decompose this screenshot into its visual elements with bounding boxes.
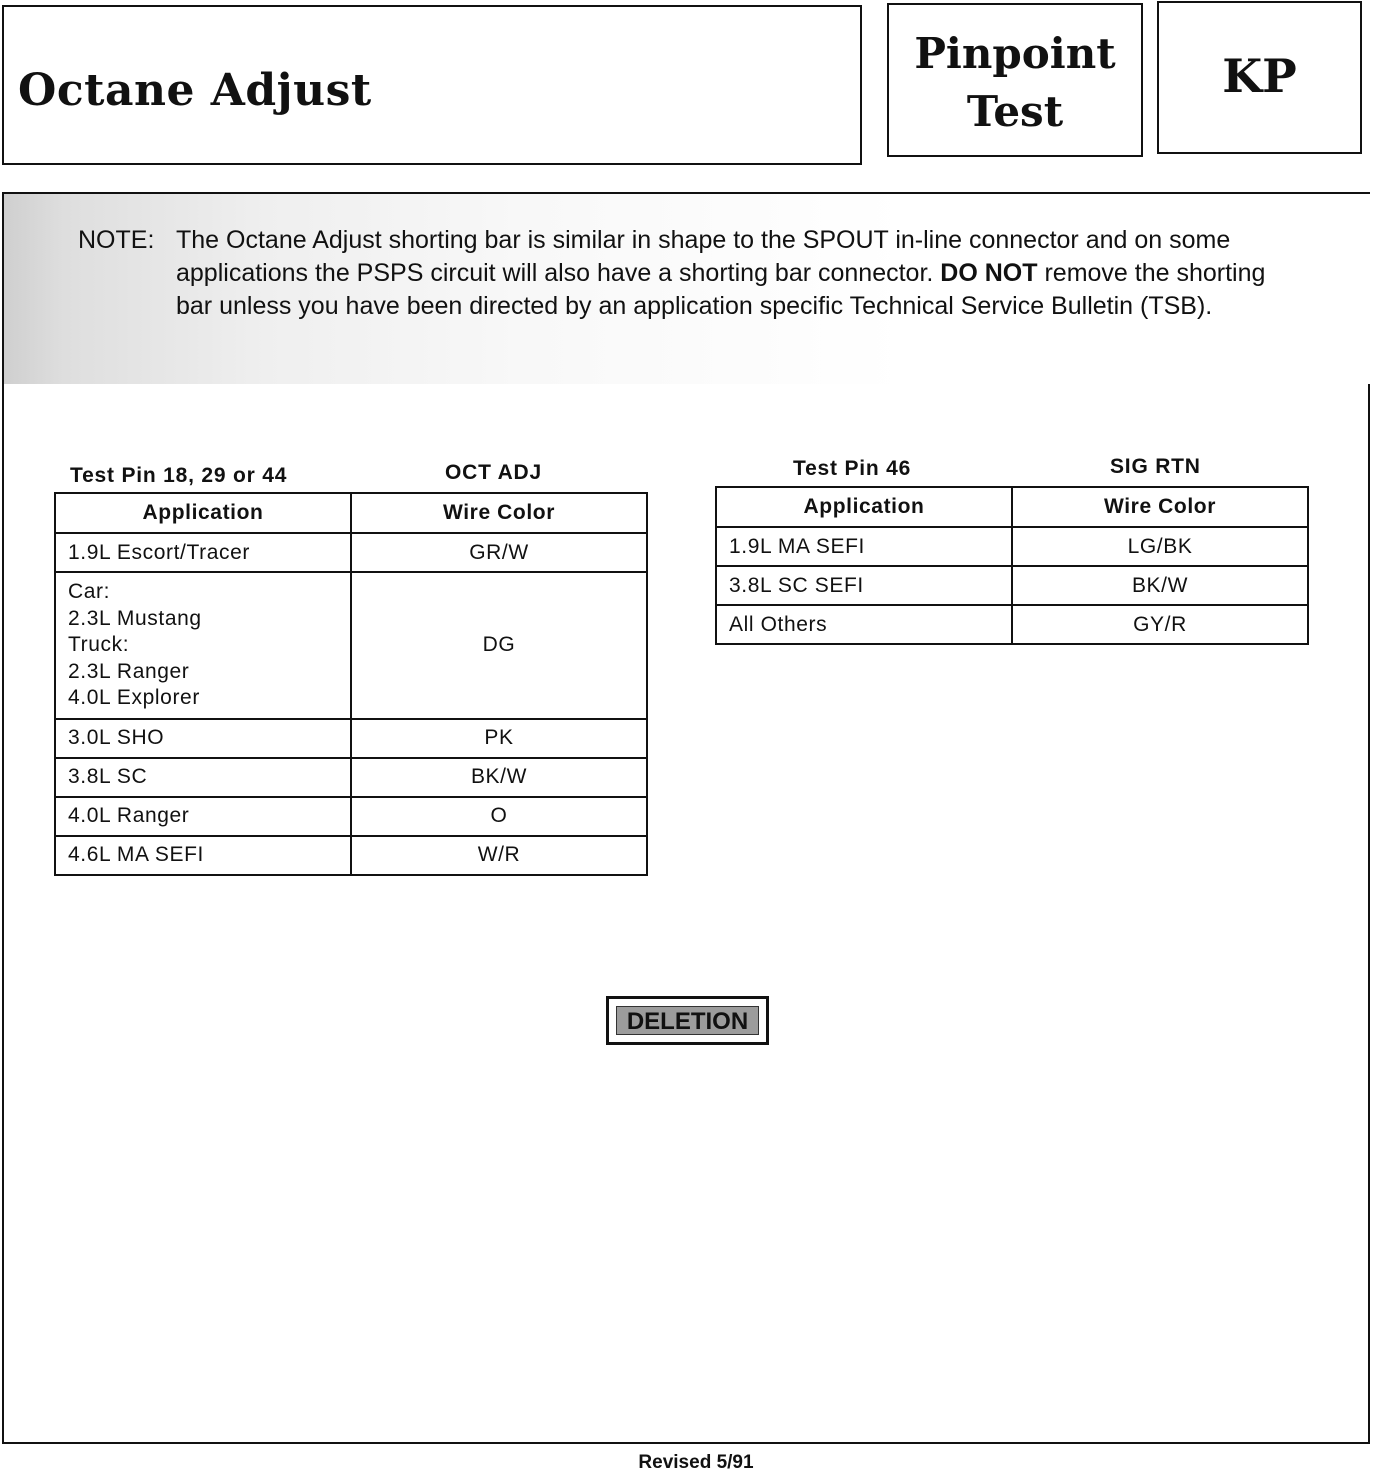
table2-app-cell: 1.9L MA SEFI: [716, 527, 1012, 566]
deletion-stamp: [606, 996, 769, 1045]
note-text: [176, 224, 1308, 323]
table-row: [55, 572, 647, 719]
table1-app-cell: Car: 2.3L Mustang Truck: 2.3L Ranger 4.0L Explorer: [55, 572, 351, 719]
table-row: [55, 797, 647, 836]
table1-header-wire-color: Wire Color: [351, 493, 647, 533]
table1-header-application: Application: [55, 493, 351, 533]
table2-header-wire-color: Wire Color: [1012, 487, 1308, 527]
table2-color-cell: BK/W: [1012, 566, 1308, 605]
revision-footer: Revised 5/91: [638, 1452, 754, 1473]
test-code: KP: [1222, 49, 1297, 103]
title-box: [2, 5, 862, 165]
note-block: [78, 224, 1308, 323]
note-label: NOTE:: [78, 226, 155, 254]
table1-wire-colors: [54, 492, 648, 876]
table1-app-cell: 3.8L SC: [55, 758, 351, 797]
note-do-not: DO NOT: [940, 259, 1038, 287]
note-text-part-1: The Octane Adjust shorting bar is similar in shape to the SPOUT in-line connector and on some applications the PSPS circuit will also have a shorting bar connector.: [176, 226, 1231, 287]
table1-color-cell: GR/W: [351, 533, 647, 572]
table1-color-cell: PK: [351, 719, 647, 758]
table1-app-cell: 1.9L Escort/Tracer: [55, 533, 351, 572]
table-header-row: [55, 493, 647, 533]
table1-color-cell: BK/W: [351, 758, 647, 797]
table-row: [55, 719, 647, 758]
page-title: Octane Adjust: [18, 65, 372, 116]
table1-color-cell: W/R: [351, 836, 647, 875]
test-type-label: Pinpoint Test: [914, 29, 1116, 136]
table-row: [55, 533, 647, 572]
table2-color-cell: LG/BK: [1012, 527, 1308, 566]
table2-circuit: SIG RTN: [1110, 455, 1201, 478]
deletion-label: DELETION: [616, 1006, 759, 1035]
table-row: [55, 836, 647, 875]
table2-wire-colors: [715, 486, 1309, 645]
table1-pin-label: Test Pin 18, 29 or 44: [70, 464, 288, 487]
table1-app-cell: 4.6L MA SEFI: [55, 836, 351, 875]
table1-circuit: OCT ADJ: [445, 461, 542, 484]
table-row: [716, 527, 1308, 566]
table-row: [716, 605, 1308, 644]
note-text-part-2: remove the shorting bar unless you have been directed by an application specific Technical Service Bulletin (TSB).: [176, 259, 1266, 320]
test-type-box: [887, 3, 1143, 157]
table2-app-cell: All Others: [716, 605, 1012, 644]
table1-color-cell: DG: [351, 572, 647, 719]
table2-header-application: Application: [716, 487, 1012, 527]
table1-app-cell: 4.0L Ranger: [55, 797, 351, 836]
table2-pin-label: Test Pin 46: [793, 457, 912, 480]
table1-app-cell: 3.0L SHO: [55, 719, 351, 758]
table2-app-cell: 3.8L SC SEFI: [716, 566, 1012, 605]
table-row: [716, 566, 1308, 605]
table-row: [55, 758, 647, 797]
table-header-row: [716, 487, 1308, 527]
table1-color-cell: O: [351, 797, 647, 836]
table2-color-cell: GY/R: [1012, 605, 1308, 644]
test-code-box: [1157, 1, 1362, 154]
